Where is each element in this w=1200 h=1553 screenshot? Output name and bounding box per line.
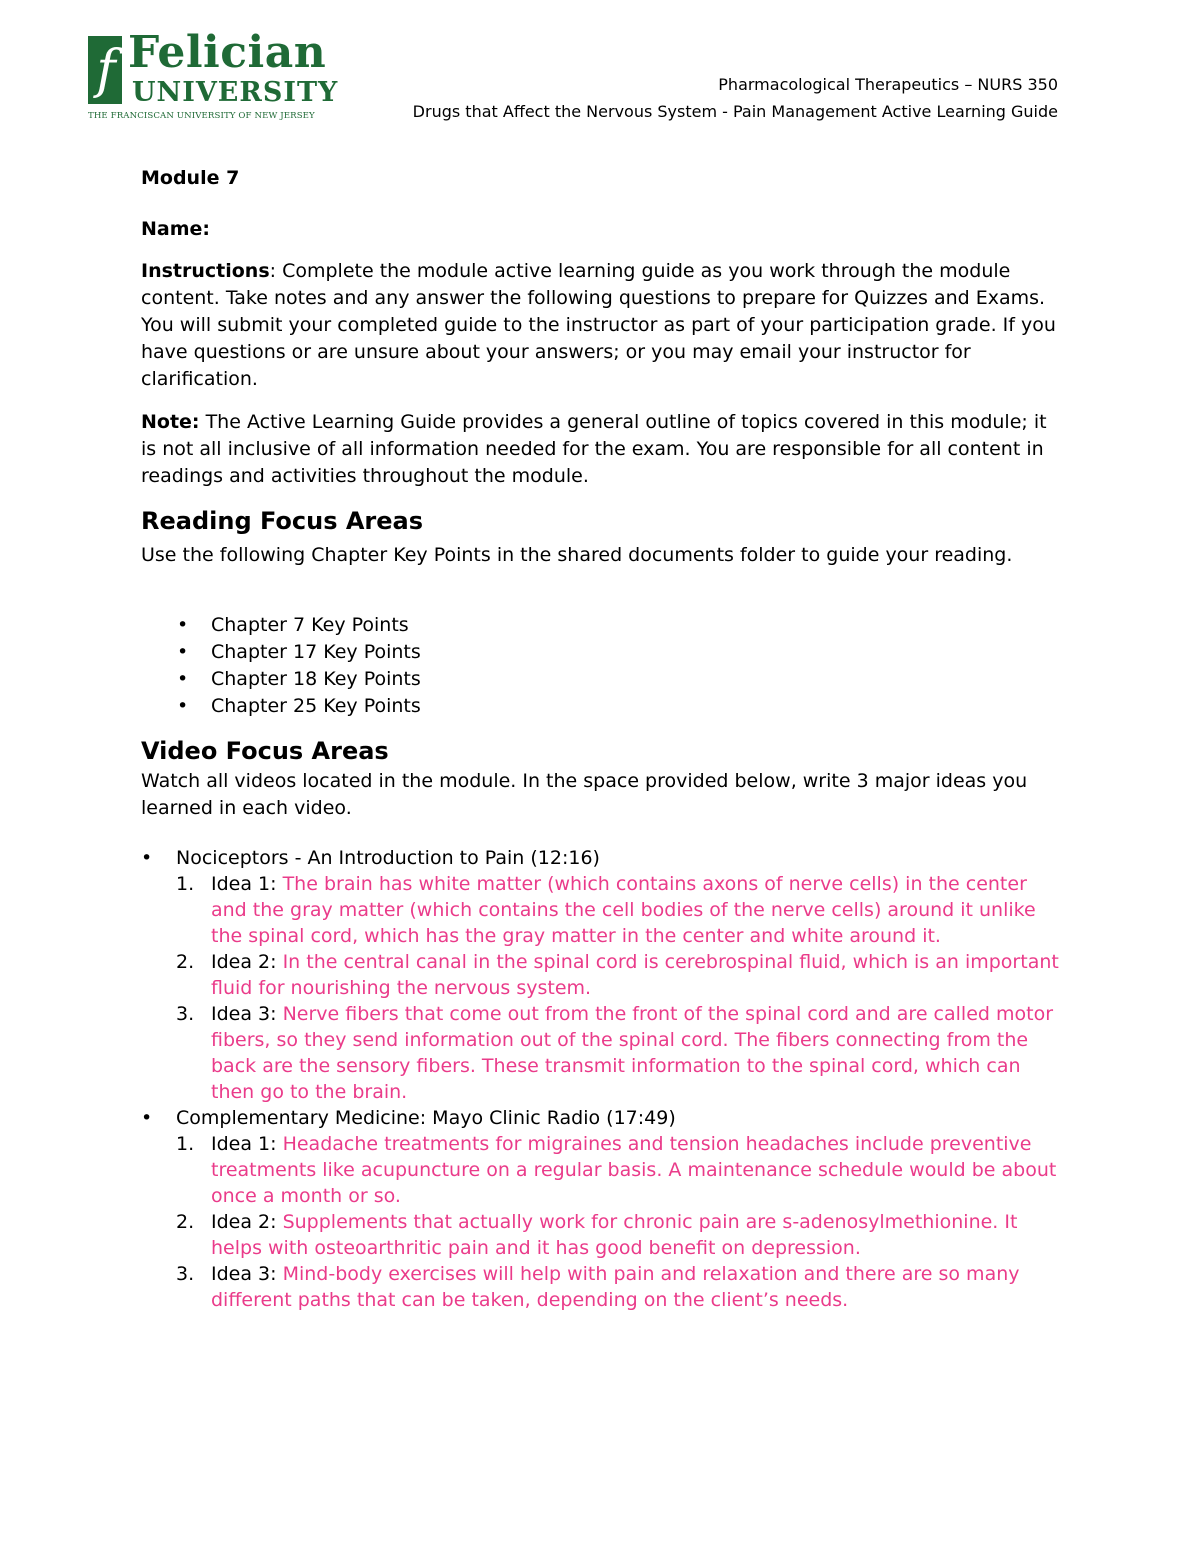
- idea-answer: The brain has white matter (which contains axons of nerve cells) in the center and the gray matter (which contains the cell bodies of the nerve cells) around it unlike the spinal cord, which has the gray matter in the center and white around it.: [211, 873, 1036, 947]
- reading-intro: Use the following Chapter Key Points in the shared documents folder to guide your reading.: [141, 544, 1013, 566]
- reading-item-text: Chapter 7 Key Points: [211, 614, 409, 636]
- idea-number: 2.: [176, 951, 195, 973]
- reading-list-item: [141, 693, 421, 720]
- idea-item: [176, 1261, 1066, 1313]
- logo-tagline: THE FRANCISCAN UNIVERSITY OF NEW JERSEY: [88, 111, 315, 121]
- course-header: Pharmacological Therapeutics – NURS 350: [718, 75, 1058, 94]
- video-heading: Video Focus Areas: [141, 737, 389, 765]
- idea-number: 1.: [176, 873, 195, 895]
- video-item: [141, 1105, 1066, 1313]
- idea-label: Idea 1:: [211, 1133, 283, 1155]
- idea-answer: Nerve fibers that come out from the front of the spinal cord and are called motor fibers, so they send information out of the spinal cord. The fibers connecting from the back are the sensory fibers. These transmit information to the spinal cord, which can then go to the brain.: [211, 1003, 1054, 1103]
- idea-item: [176, 1209, 1066, 1261]
- bullet-icon: •: [177, 614, 189, 636]
- note-paragraph: [141, 409, 1066, 490]
- reading-item-text: Chapter 25 Key Points: [211, 695, 421, 717]
- idea-number: 3.: [176, 1263, 195, 1285]
- idea-answer: Headache treatments for migraines and tension headaches include preventive treatments like acupuncture on a regular basis. A maintenance schedule would be about once a month or so.: [211, 1133, 1057, 1207]
- video-intro: Watch all videos located in the module. In the space provided below, write 3 major ideas you learned in each video.: [141, 770, 1028, 819]
- logo-name: Felician: [128, 27, 327, 78]
- name-label: Name:: [141, 218, 211, 240]
- idea-number: 1.: [176, 1133, 195, 1155]
- bullet-icon: •: [177, 641, 189, 663]
- idea-label: Idea 3:: [211, 1003, 283, 1025]
- video-title: Nociceptors - An Introduction to Pain (12:16): [176, 847, 600, 869]
- idea-item: [176, 871, 1066, 949]
- logo-f-glyph: f: [96, 40, 116, 100]
- bullet-icon: •: [177, 668, 189, 690]
- idea-label: Idea 2:: [211, 951, 283, 973]
- bullet-icon: •: [177, 695, 189, 717]
- note-label: Note:: [141, 411, 200, 433]
- idea-item: [176, 1001, 1066, 1105]
- idea-item: [176, 1131, 1066, 1209]
- reading-list-item: [141, 612, 421, 639]
- idea-number: 3.: [176, 1003, 195, 1025]
- bullet-icon: •: [141, 1107, 153, 1129]
- note-text: The Active Learning Guide provides a general outline of topics covered in this module; it is not all inclusive of all information needed for the exam. You are responsible for all content in readings and activities throughout the module.: [141, 411, 1047, 487]
- module-title: Module 7: [141, 167, 240, 189]
- logo-university: UNIVERSITY: [132, 77, 339, 108]
- bullet-icon: •: [141, 847, 153, 869]
- video-item: [141, 845, 1066, 1105]
- idea-label: Idea 1:: [211, 873, 283, 895]
- video-list: [141, 845, 1066, 1313]
- university-logo: [88, 27, 339, 122]
- idea-item: [176, 949, 1066, 1001]
- reading-item-text: Chapter 17 Key Points: [211, 641, 421, 663]
- instructions-paragraph: [141, 258, 1066, 393]
- idea-list: [176, 1131, 1066, 1313]
- reading-list-item: [141, 639, 421, 666]
- reading-item-text: Chapter 18 Key Points: [211, 668, 421, 690]
- instructions-label: Instructions: [141, 260, 270, 282]
- idea-answer: In the central canal in the spinal cord is cerebrospinal fluid, which is an important fluid for nourishing the nervous system.: [211, 951, 1059, 999]
- idea-answer: Supplements that actually work for chronic pain are s-adenosylmethionine. It helps with osteoarthritic pain and it has good benefit on depression.: [211, 1211, 1018, 1259]
- reading-list-item: [141, 666, 421, 693]
- video-title: Complementary Medicine: Mayo Clinic Radio (17:49): [176, 1107, 676, 1129]
- idea-label: Idea 3:: [211, 1263, 283, 1285]
- instructions-text: : Complete the module active learning guide as you work through the module content. Take notes and any answer the following questions to prepare for Quizzes and Exams. You will submit your completed guide to the instructor as part of your participation grade. If you have questions or are unsure about your answers; or you may email your instructor for clarification.: [141, 260, 1056, 390]
- reading-list: [141, 612, 421, 720]
- reading-heading: Reading Focus Areas: [141, 507, 424, 535]
- guide-title-header: Drugs that Affect the Nervous System - Pain Management Active Learning Guide: [412, 102, 1058, 121]
- logo-mark: [88, 36, 122, 104]
- idea-label: Idea 2:: [211, 1211, 283, 1233]
- idea-list: [176, 871, 1066, 1105]
- idea-number: 2.: [176, 1211, 195, 1233]
- idea-answer: Mind-body exercises will help with pain and relaxation and there are so many different paths that can be taken, depending on the client’s needs.: [211, 1263, 1020, 1311]
